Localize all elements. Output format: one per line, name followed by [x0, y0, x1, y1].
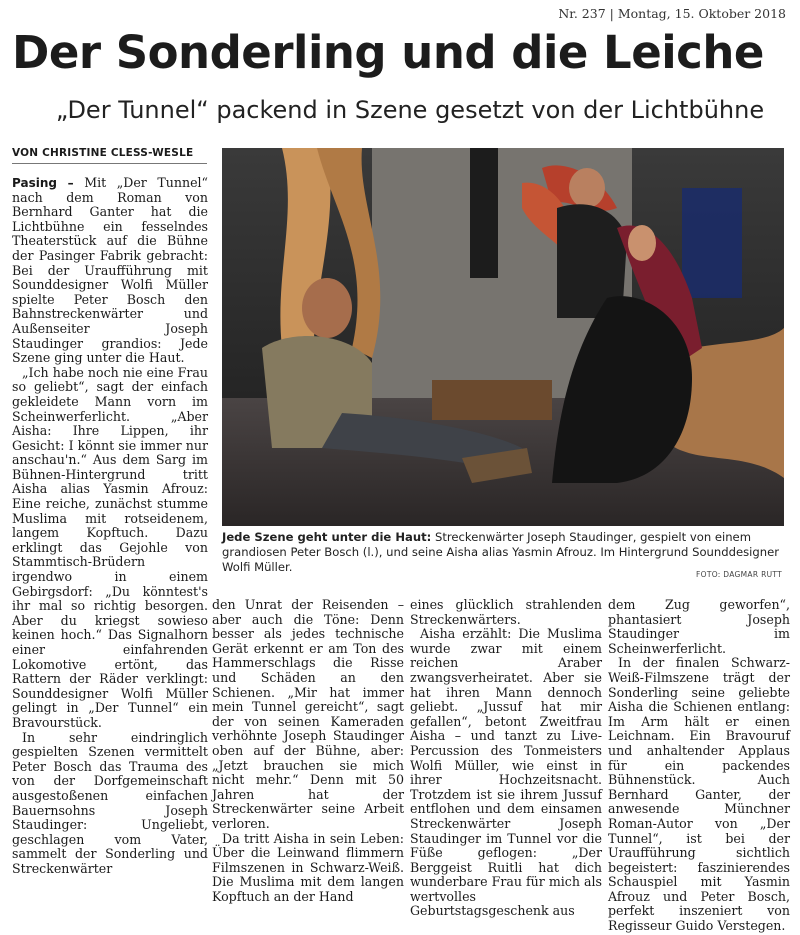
paragraph: Da tritt Aisha in sein Leben: Über die Leinwand flimmern Filmszenen in Schwarz-Weiß. Die Muslima mit dem langen Kopftuch an der Hand: [212, 830, 404, 904]
caption-text: Streckenwärter Joseph Staudinger, gespielt von einem grandiosen Peter Bosch (l.), und seine Aisha alias Yasmin Afrouz. Im Hintergrund Sounddesigner Wolfi Müller.: [222, 530, 779, 574]
photo-credit: FOTO: DAGMAR RUTT: [696, 570, 782, 579]
paragraph: Aisha erzählt: Die Muslima wurde zwar mit einem reichen Araber zwangsverheiratet. Aber sie hat ihren Mann dennoch geliebt. „Jussuf hat mir gefallen“, betont Zweitfrau Aisha – und tanzt zu Live-Percussion des Tonmeisters Wolfi Müller, wie einst in ihrer Hochzeitsnacht. Trotzdem ist sie ihrem Jussuf entflohen und dem einsamen Streckenwärter Joseph Staudinger im Tunnel vor die Füße geflogen: „Der Berggeist Ruitli hat dich wunderbare Frau für mich als wertvolles Geburtstagsgeschenk aus: [410, 626, 602, 919]
paragraph: In sehr eindringlich gespielten Szenen vermittelt Peter Bosch das Trauma des von der Dorfgemeinschaft ausgestoßenen einfachen Bauernsohns Joseph Staudinger: Ungeliebt, geschlagen vom Vater, sammelt der Sonderling und Streckenwärter: [12, 729, 208, 876]
headline: Der Sonderling und die Leiche: [12, 26, 764, 79]
byline: VON CHRISTINE CLESS-WESLE: [12, 147, 207, 164]
caption-lead: Jede Szene geht unter die Haut:: [222, 530, 432, 544]
subheadline: „Der Tunnel“ packend in Szene gesetzt von der Lichtbühne: [55, 96, 765, 124]
paragraph: „Ich habe noch nie eine Frau so geliebt“, sagt der einfach gekleidete Mann vorn im Scheinwerferlicht. „Aber Aisha: Ihre Lippen, ihr Gesicht: I könnt sie immer nur anschau'n.“ Aus dem Sarg im Bühnen-Hintergrund tritt Aisha alias Yasmin Afrouz: Eine reiche, zunächst stumme Muslima mit rotseidenem, langem Kopftuch. Dazu erklingt das Gejohle von Stammtisch-Brüdern irgendwo in einem Gebirgsdorf: „Du könntest's ihr mal so richtig besorgen. Aber du kriegst sowieso keinen hoch.“ Das Signalhorn einer einfahrenden Lokomotive ertönt, das Rattern der Räder verklingt: Sounddesigner Wolfi Müller gelingt in „Der Tunnel“ ein Bravourstück.: [12, 364, 208, 730]
article-column-1: [12, 176, 208, 877]
stage-photo: [222, 148, 784, 526]
article-column-2: [212, 598, 404, 904]
dateline: Pasing –: [12, 176, 74, 190]
stage-photo-illustration: [222, 148, 784, 526]
paragraph: In der finalen Schwarz-Weiß-Filmszene trägt der Sonderling seine geliebte Aisha die Schienen entlang: Im Arm hält er einen Leichnam. Ein Bravouruf und anhaltender Applaus für ein packendes Bühnenstück. Auch Bernhard Ganter, der anwesende Münchner Roman-Autor von „Der Tunnel“, ist bei der Uraufführung sichtlich begeistert: faszinierendes Schauspiel mit Yasmin Afrouz und Peter Bosch, perfekt inszeniert von Regisseur Guido Verstegen.: [608, 655, 790, 934]
paragraph: eines glücklich strahlenden Streckenwärters.: [410, 597, 602, 627]
paragraph: den Unrat der Reisenden – aber auch die Töne: Denn besser als jedes technische Gerät erkennt er am Ton des Hammerschlags die Risse und Schäden an den Schienen. „Mir hat immer mein Tunnel gereicht“, sagt der von seinen Kameraden verhöhnte Joseph Staudinger oben auf der Bühne, aber: „Jetzt brauchen sie mich nicht mehr.“ Denn mit 50 Jahren hat der Streckenwärter seine Arbeit verloren.: [212, 597, 404, 831]
photo-caption: [222, 530, 784, 575]
paragraph: Pasing – Mit „Der Tunnel“ nach dem Roman von Bernhard Ganter hat die Lichtbühne ein fesselndes Theaterstück auf die Bühne der Pasinger Fabrik gebracht: Bei der Uraufführung mit Sounddesigner Wolfi Müller spielte Peter Bosch den Bahnstreckenwärter und Außenseiter Joseph Staudinger grandios: Jede Szene ging unter die Haut.: [12, 175, 208, 366]
article-column-4: [608, 598, 790, 934]
article-column-3: [410, 598, 602, 919]
paragraph: dem Zug geworfen“, phantasiert Joseph Staudinger im Scheinwerferlicht.: [608, 597, 790, 656]
issue-date: Nr. 237 | Montag, 15. Oktober 2018: [558, 6, 786, 21]
